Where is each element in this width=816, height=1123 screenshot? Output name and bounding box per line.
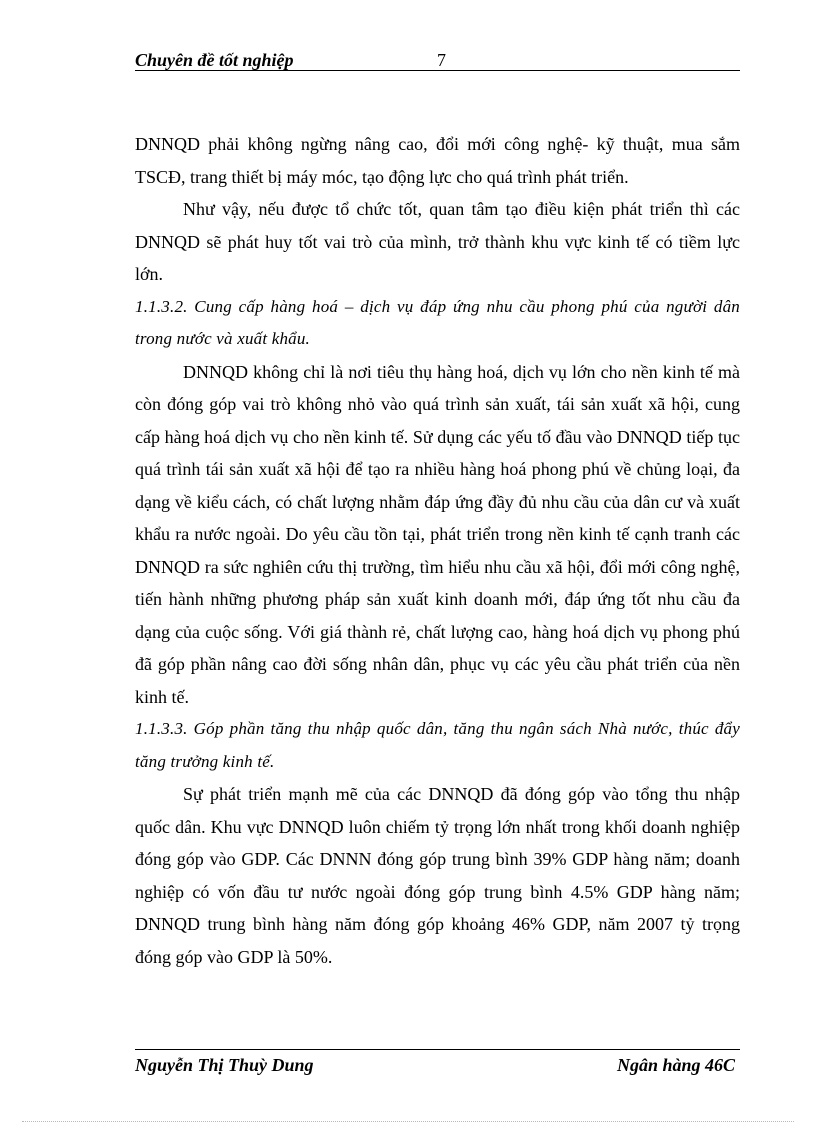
page-edge-divider: [22, 1121, 794, 1122]
page-footer: [135, 1049, 740, 1075]
paragraph: Sự phát triển mạnh mẽ của các DNNQD đã đóng góp vào tổng thu nhập quốc dân. Khu vực DNNQD luôn chiếm tỷ trọng lớn nhất trong khối doanh nghiệp đóng góp vào GDP. Các DNNN đóng góp trung bình 39% GDP hàng năm; doanh nghiệp có vốn đầu tư nước ngoài đóng góp trung bình 4.5% GDP hàng năm; DNNQD trung bình hàng năm đóng góp khoảng 46% GDP, năm 2007 tỷ trọng đóng góp vào GDP là 50%.: [135, 784, 740, 967]
author-name: Nguyễn Thị Thuỳ Dung: [135, 1055, 314, 1075]
paragraph: Như vậy, nếu được tổ chức tốt, quan tâm tạo điều kiện phát triển thì các DNNQD sẽ phát huy tốt vai trò của mình, trở thành khu vực kinh tế có tiềm lực lớn.: [135, 199, 740, 284]
section-heading: 1.1.3.3. Góp phần tăng thu nhập quốc dân, tăng thu ngân sách Nhà nước, thúc đẩy tăng trưởng kinh tế.: [135, 719, 740, 771]
paragraph: DNNQD phải không ngừng nâng cao, đổi mới công nghệ- kỹ thuật, mua sắm TSCĐ, trang thiết bị máy móc, tạo động lực cho quá trình phát triển.: [135, 134, 740, 187]
document-title: Chuyên đề tốt nghiệp: [135, 50, 294, 70]
page-header: [135, 48, 740, 71]
section-heading: 1.1.3.2. Cung cấp hàng hoá – dịch vụ đáp ứng nhu cầu phong phú của người dân trong nước và xuất khẩu.: [135, 296, 740, 348]
paragraph: DNNQD không chỉ là nơi tiêu thụ hàng hoá, dịch vụ lớn cho nền kinh tế mà còn đóng góp vai trò không nhỏ vào quá trình sản xuất, tái sản xuất xã hội, cung cấp hàng hoá dịch vụ cho nền kinh tế. Sử dụng các yếu tố đầu vào DNNQD tiếp tục quá trình tái sản xuất xã hội để tạo ra nhiều hàng hoá phong phú về chủng loại, đa dạng về kiểu cách, có chất lượng nhằm đáp ứng đầy đủ nhu cầu của dân cư và xuất khẩu ra nước ngoài. Do yêu cầu tồn tại, phát triển trong nền kinh tế cạnh tranh các DNNQD ra sức nghiên cứu thị trường, tìm hiểu nhu cầu xã hội, đổi mới công nghệ, tiến hành những phương pháp sản xuất kinh doanh mới, đáp ứng tốt nhu cầu đa dạng của cuộc sống. Với giá thành rẻ, chất lượng cao, hàng hoá dịch vụ phong phú đã góp phần nâng cao đời sống nhân dân, phục vụ các yêu cầu phát triển của nền kinh tế.: [135, 361, 740, 707]
class-name: Ngân hàng 46C: [616, 1055, 735, 1075]
document-body: [135, 128, 740, 973]
page-number: 7: [437, 50, 446, 70]
